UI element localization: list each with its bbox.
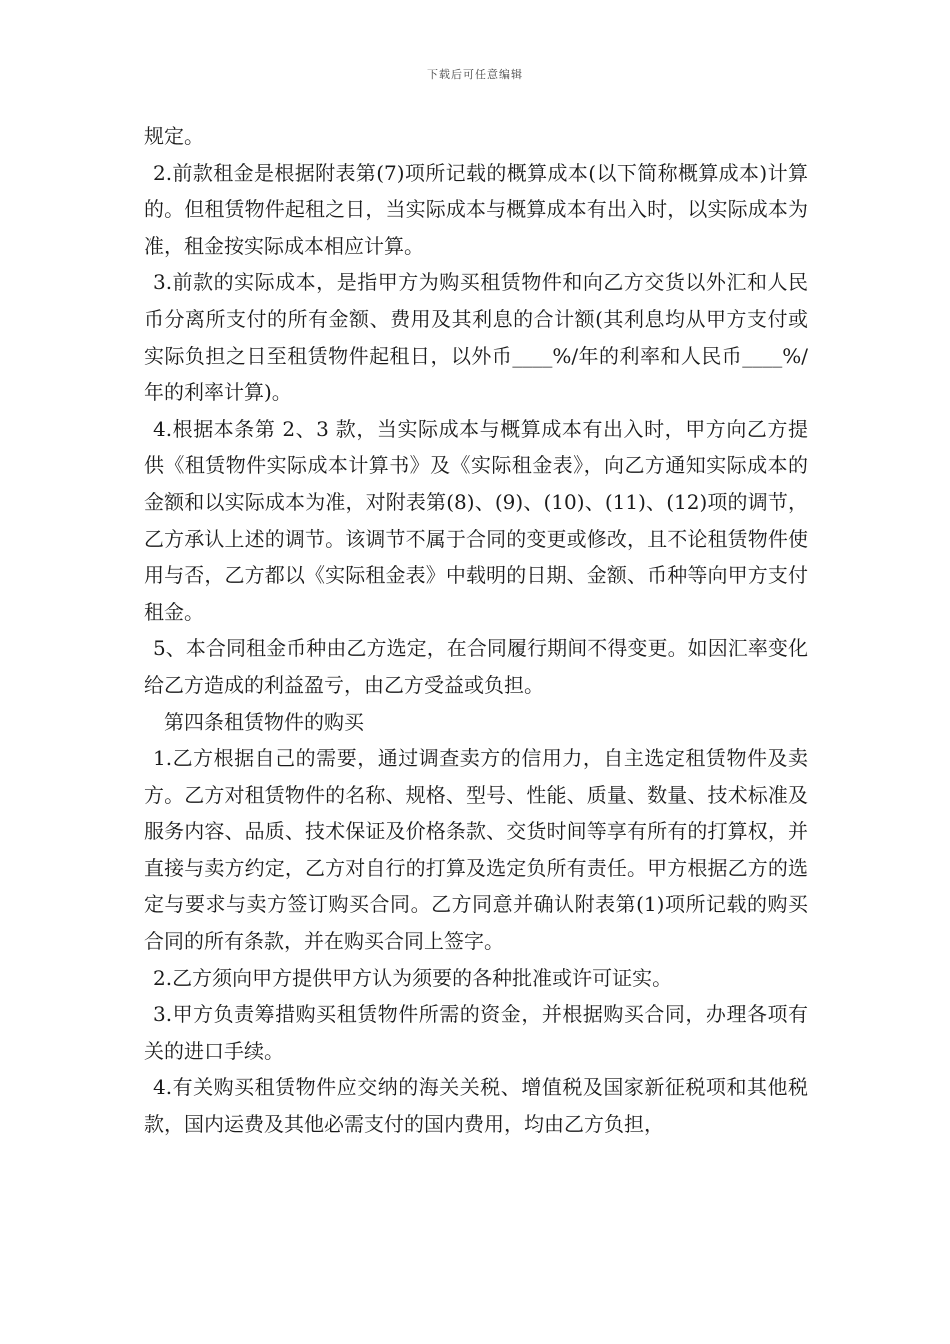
paragraph-clause-4-3: 3.甲方负责筹措购买租赁物件所需的资金，并根据购买合同，办理各项有关的进口手续。 [144,1002,808,1063]
section-heading-article-4: 第四条租赁物件的购买 [164,709,364,734]
paragraph-continuation: 规定。 [144,124,204,148]
paragraph-clause-3-4: 4.根据本条第 2、3 款，当实际成本与概算成本有出入时，甲方向乙方提供《租赁物件实际成本计算书》及《实际租金表》，向乙方通知实际成本的金额和以实际成本为准，对附表第(8)、(9)、(10)、(11)、(12)项的调节，乙方承认上述的调节。该调节不属于合同的变更或修改，且不论租赁物件使用与否，乙方都以《实际租金表》中载明的日期、金额、币种等向甲方支付租金。 [144,416,808,624]
paragraph-clause-4-2: 2.乙方须向甲方提供甲方认为须要的各种批准或许可证实。 [153,965,673,990]
document-body [144,118,808,1143]
paragraph-clause-3-2: 2.前款租金是根据附表第(7)项所记载的概算成本(以下简称概算成本)计算的。但租赁物件起租之日，当实际成本与概算成本有出入时，以实际成本为准，租金按实际成本相应计算。 [144,160,808,258]
page-header: 下载后可任意编辑 [427,68,523,81]
paragraph-clause-3-3: 3.前款的实际成本，是指甲方为购买租赁物件和向乙方交货以外汇和人民币分离所支付的所有金额、费用及其利息的合计额(其利息均从甲方支付或实际负担之日至租赁物件起租日，以外币____%/年的利率和人民币____%/年的利率计算)。 [144,270,808,405]
paragraph-clause-3-5: 5、本合同租金币种由乙方选定，在合同履行期间不得变更。如因汇率变化给乙方造成的利益盈亏，由乙方受益或负担。 [144,636,808,697]
paragraph-clause-4-4: 4.有关购买租赁物件应交纳的海关关税、增值税及国家新征税项和其他税款，国内运费及其他必需支付的国内费用，均由乙方负担， [144,1075,808,1137]
paragraph-clause-4-1: 1.乙方根据自己的需要，通过调查卖方的信用力，自主选定租赁物件及卖方。乙方对租赁物件的名称、规格、型号、性能、质量、数量、技术标准及服务内容、品质、技术保证及价格条款、交货时间等享有所有的打算权，并直接与卖方约定，乙方对自行的打算及选定负所有责任。甲方根据乙方的选定与要求与卖方签订购买合同。乙方同意并确认附表第(1)项所记载的购买合同的所有条款，并在购买合同上签字。 [144,746,808,954]
